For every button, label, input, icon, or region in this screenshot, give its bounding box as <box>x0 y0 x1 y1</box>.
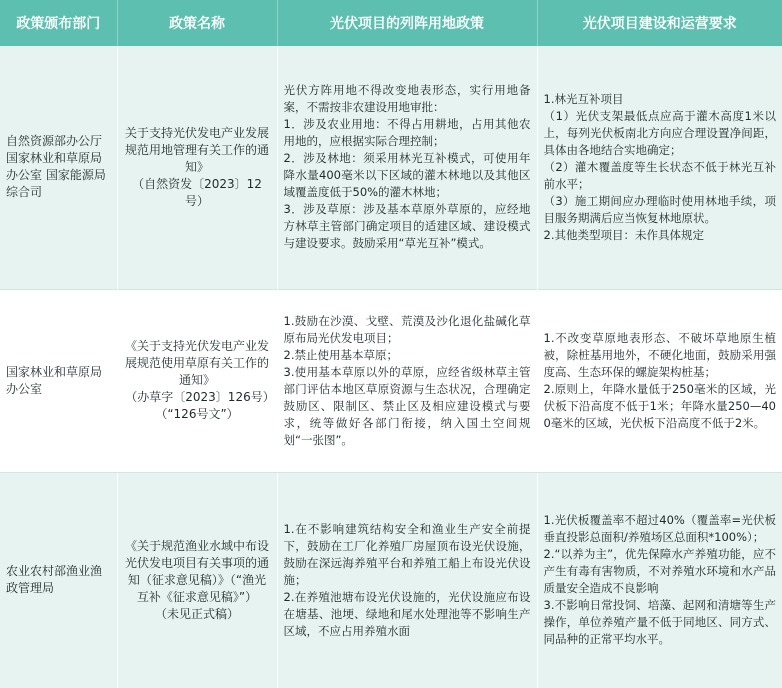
department-cell: 国家林业和草原局办公室 <box>0 289 117 472</box>
requirement-line: 1.不改变草原地表形态、不破坏草地原生植被，除桩基用地外，不硬化地面，鼓励采用强度高、生态环保的螺旋架构桩基； <box>543 330 776 379</box>
table-row <box>0 289 782 472</box>
policy-name-line: （未见正式稿） <box>154 606 239 621</box>
department-cell: 自然资源部办公厅国家林业和草原局办公室 国家能源局综合司 <box>0 46 117 289</box>
header-construction-requirements: 光伏项目建设和运营要求 <box>537 0 782 46</box>
header-policy-name: 政策名称 <box>117 0 277 46</box>
header-department: 政策颁布部门 <box>0 0 117 46</box>
department-cell: 农业农村部渔业渔政管理局 <box>0 472 117 688</box>
land-policy-line: 2.在养殖池塘布设光伏设施的，光伏设施应布设在塘基、池埂、绿地和尾水处理池等不影响生产区域，不应占用养殖水面 <box>283 589 531 638</box>
policy-name-cell <box>117 472 277 688</box>
policy-name-line: 《关于规范渔业水域中布设光伏发电项目有关事项的通知（征求意见稿）》（“渔光互补《征求意见稿》”） <box>124 538 269 604</box>
policy-name-cell <box>117 289 277 472</box>
land-policy-line: 光伏方阵用地不得改变地表形态，实行用地备案，不需按非农建设用地审批： <box>283 83 531 115</box>
land-policy-line: 2．涉及林地：须采用林光互补模式，可使用年降水量400毫米以下区域的灌木林地以及其他区域覆盖度低于50%的灌木林地； <box>283 151 531 200</box>
requirement-line: 2.原则上，年降水量低于250毫米的区域，光伏板下沿高度不低于1米；年降水量250—400毫米的区域，光伏板下沿高度不低于2米。 <box>543 381 776 430</box>
land-policy-line: 1.鼓励在沙漠、戈壁、荒漠及沙化退化盐碱化草原布局光伏发电项目； <box>283 313 531 345</box>
policy-name-cell <box>117 46 277 289</box>
policy-name-line: 《关于支持光伏发电产业发展规范使用草原有关工作的通知》 <box>124 339 269 387</box>
land-policy-line: 1．涉及农业用地：不得占用耕地，占用其他农用地的，应根据实际合理控制； <box>283 117 531 149</box>
requirements-cell <box>537 46 782 289</box>
land-policy-line: 3.使用基本草原以外的草原，应经省级林草主管部门评估本地区草原资源与生态状况，合理确定鼓励区、限制区、禁止区及相应建设模式与要求，统等做好各部门衔接，纳入国土空间规划“一张图”。 <box>283 364 531 447</box>
land-policy-cell <box>277 289 537 472</box>
land-policy-line: 3．涉及草原：涉及基本草原外草原的，应经地方林草主管部门确定项目的适建区域、建设模式与建设要求。鼓励采用“草光互补”模式。 <box>283 202 531 251</box>
requirements-cell <box>537 289 782 472</box>
requirement-line: 3.不影响日常投饲、培藻、起网和清塘等生产操作，单位养殖产量不低于同地区、同方式、同品种的正常平均水平。 <box>543 598 776 647</box>
requirement-line: 1.光伏板覆盖率不超过40%（覆盖率=光伏板垂直投影总面积/养殖场区总面积*100%）； <box>543 513 776 545</box>
table-row <box>0 472 782 688</box>
requirement-line: （1）光伏支架最低点应高于灌木高度1米以上，每列光伏板南北方向应合理设置净间距，具体由各地结合实地确定； <box>543 108 776 157</box>
requirement-line: 1.林光互补项目 <box>543 91 624 106</box>
header-land-policy: 光伏项目的列阵用地政策 <box>277 0 537 46</box>
land-policy-line: 2.禁止使用基本草原； <box>283 347 398 362</box>
land-policy-line: 1.在不影响建筑结构安全和渔业生产安全前提下，鼓励在工厂化养殖厂房屋顶布设光伏设施，鼓励在深远海养殖平台和养殖工船上布设光伏设施； <box>283 521 531 587</box>
requirement-line: （2）灌木覆盖度等生长状态不低于林光互补前水平； <box>543 159 776 191</box>
policy-name-line: 关于支持光伏发电产业发展规范用地管理有关工作的通知》 <box>124 125 269 174</box>
requirements-cell <box>537 472 782 688</box>
policy-name-line: （自然资发〔2023〕12号） <box>132 176 262 208</box>
requirement-line: （3）施工期间应办理临时使用林地手续，项目服务期满后应当恢复林地原状。 <box>543 193 776 225</box>
requirement-line: 2.其他类型项目：未作具体规定 <box>543 227 704 242</box>
requirement-line: 2.“以养为主”，优先保障水产养殖功能，应不产生有毒有害物质，不对养殖水环境和水产品质量安全造成不良影响 <box>543 547 776 596</box>
policy-name-line: （办草字〔2023〕126号）（“126号文”） <box>125 390 269 421</box>
header-row <box>0 0 782 46</box>
table-row <box>0 46 782 289</box>
land-policy-cell <box>277 472 537 688</box>
land-policy-cell <box>277 46 537 289</box>
